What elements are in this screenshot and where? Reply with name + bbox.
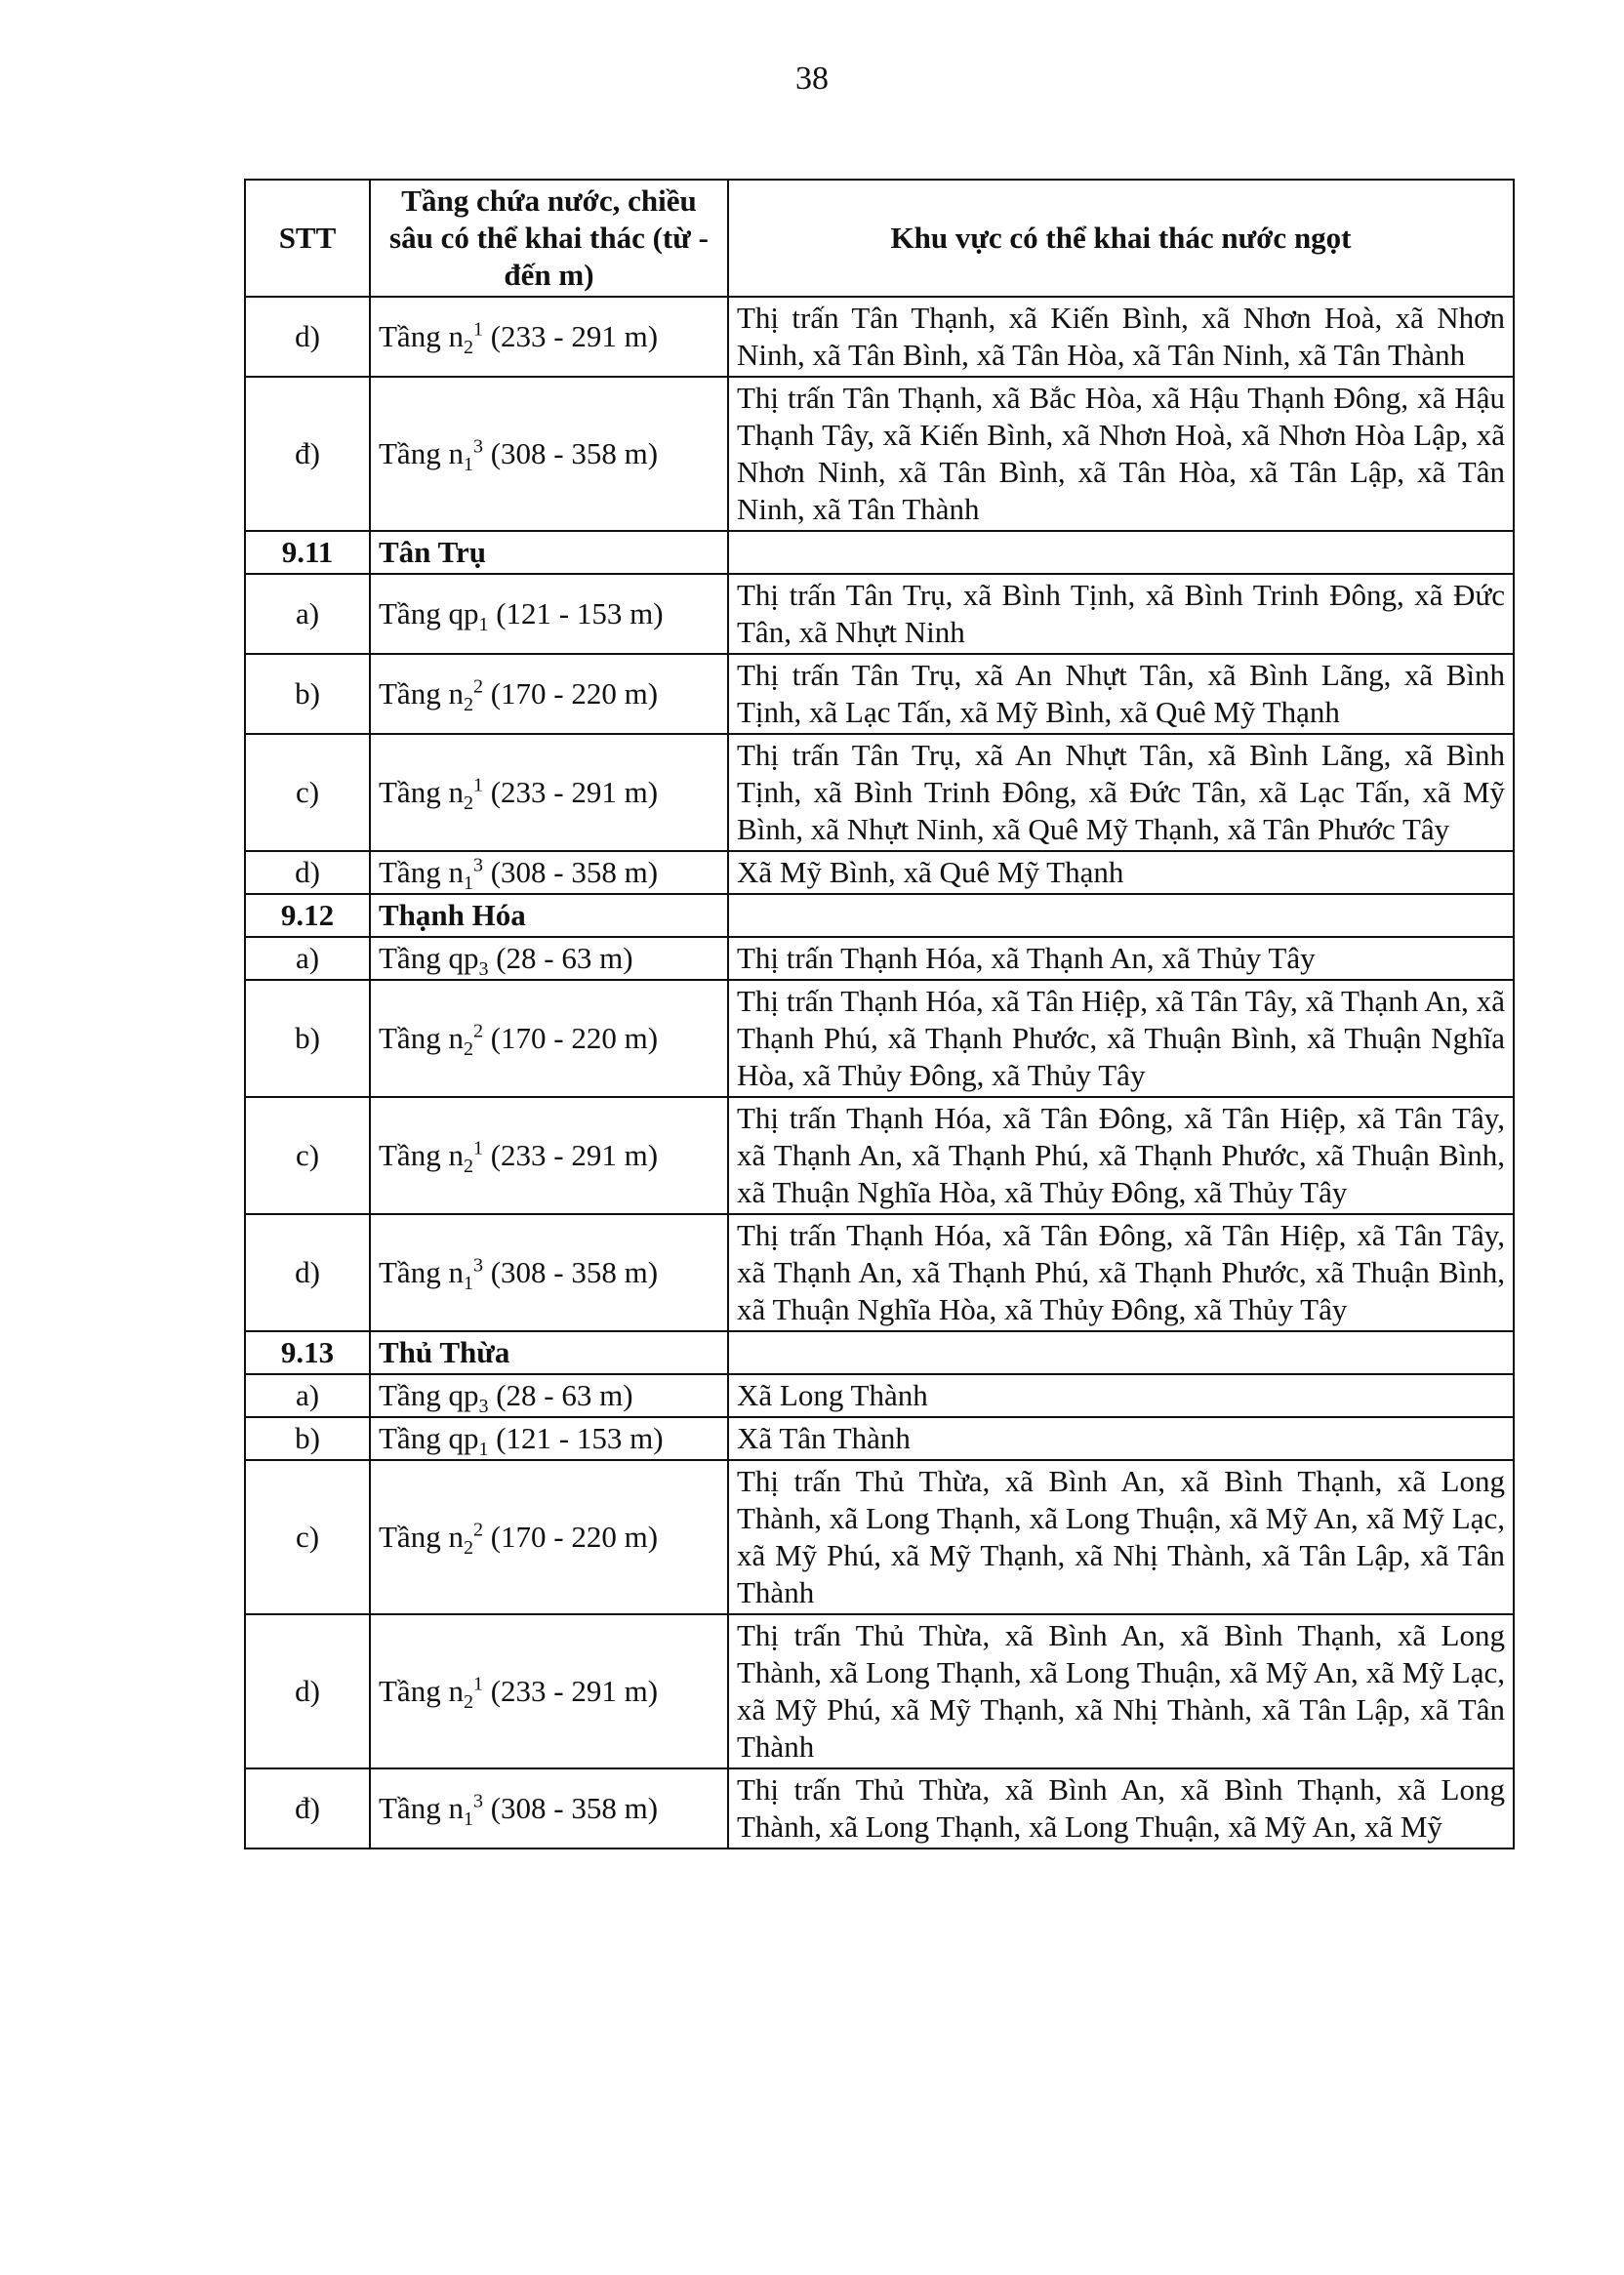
section-number: 9.13 bbox=[245, 1331, 370, 1374]
layer-name bbox=[379, 774, 659, 815]
table-row bbox=[245, 377, 1514, 531]
layer-name bbox=[379, 1673, 659, 1714]
table-row bbox=[245, 1417, 1514, 1460]
row-area: Thị trấn Thạnh Hóa, xã Thạnh An, xã Thủy Tây bbox=[728, 937, 1514, 980]
layer-base: Tầng n bbox=[379, 855, 464, 889]
row-stt: c) bbox=[245, 1097, 370, 1214]
row-stt: d) bbox=[245, 1214, 370, 1331]
layer-superscript: 1 bbox=[472, 1137, 483, 1159]
layer-subscript: 2 bbox=[463, 792, 473, 815]
layer-base: Tầng n bbox=[379, 1520, 464, 1554]
layer-depth: (28 - 63 m) bbox=[488, 1378, 633, 1412]
row-area: Thị trấn Thạnh Hóa, xã Tân Hiệp, xã Tân Tây, xã Thạnh An, xã Thạnh Phú, xã Thạnh Phước, xã Thuận Bình, xã Thuận Nghĩa Hòa, xã Thủy Đông, xã Thủy Tây bbox=[728, 980, 1514, 1097]
table-row bbox=[245, 654, 1514, 734]
layer-depth: (233 - 291 m) bbox=[482, 1138, 659, 1172]
layer-name bbox=[379, 1020, 659, 1061]
layer-name bbox=[379, 1378, 633, 1418]
row-layer bbox=[370, 574, 728, 654]
table-row bbox=[245, 1214, 1514, 1331]
section-row bbox=[245, 1331, 1514, 1374]
layer-name bbox=[379, 1519, 659, 1560]
row-stt: c) bbox=[245, 734, 370, 851]
table-row bbox=[245, 734, 1514, 851]
layer-subscript: 2 bbox=[463, 694, 473, 716]
layer-subscript: 2 bbox=[463, 337, 473, 359]
layer-subscript: 3 bbox=[478, 1396, 489, 1418]
section-district-name: Thạnh Hóa bbox=[370, 894, 728, 937]
row-area: Thị trấn Thủ Thừa, xã Bình An, xã Bình Thạnh, xã Long Thành, xã Long Thạnh, xã Long Thuận, xã Mỹ An, xã Mỹ bbox=[728, 1768, 1514, 1848]
section-empty-cell bbox=[728, 894, 1514, 937]
row-stt: đ) bbox=[245, 377, 370, 531]
layer-name bbox=[379, 435, 659, 476]
row-area: Thị trấn Thủ Thừa, xã Bình An, xã Bình Thạnh, xã Long Thành, xã Long Thạnh, xã Long Thuận, xã Mỹ An, xã Mỹ Lạc, xã Mỹ Phú, xã Mỹ Thạnh, xã Nhị Thành, xã Tân Lập, xã Tân Thành bbox=[728, 1614, 1514, 1768]
layer-base: Tầng n bbox=[379, 775, 464, 809]
row-area: Xã Tân Thành bbox=[728, 1417, 1514, 1460]
section-empty-cell bbox=[728, 531, 1514, 574]
layer-subscript: 2 bbox=[463, 1691, 473, 1714]
layer-subscript: 3 bbox=[478, 958, 489, 981]
table-row bbox=[245, 980, 1514, 1097]
section-row bbox=[245, 894, 1514, 937]
header-area: Khu vực có thể khai thác nước ngọt bbox=[728, 180, 1514, 297]
section-district-name: Tân Trụ bbox=[370, 531, 728, 574]
row-stt: a) bbox=[245, 1374, 370, 1417]
layer-depth: (170 - 220 m) bbox=[482, 1021, 659, 1055]
layer-subscript: 1 bbox=[478, 1439, 489, 1461]
row-area: Thị trấn Thạnh Hóa, xã Tân Đông, xã Tân Hiệp, xã Tân Tây, xã Thạnh An, xã Thạnh Phú, xã Thạnh Phước, xã Thuận Bình, xã Thuận Nghĩa Hòa, xã Thủy Đông, xã Thủy Tây bbox=[728, 1097, 1514, 1214]
row-stt: d) bbox=[245, 297, 370, 377]
row-stt: b) bbox=[245, 654, 370, 734]
row-stt: b) bbox=[245, 980, 370, 1097]
row-layer bbox=[370, 654, 728, 734]
layer-depth: (28 - 63 m) bbox=[488, 941, 633, 975]
layer-base: Tầng n bbox=[379, 676, 464, 711]
layer-superscript: 1 bbox=[472, 318, 483, 341]
layer-name bbox=[379, 1137, 659, 1178]
row-layer bbox=[370, 937, 728, 980]
table-row bbox=[245, 574, 1514, 654]
row-stt: d) bbox=[245, 851, 370, 894]
layer-depth: (233 - 291 m) bbox=[482, 319, 659, 353]
table-row bbox=[245, 297, 1514, 377]
row-layer bbox=[370, 297, 728, 377]
row-area: Xã Long Thành bbox=[728, 1374, 1514, 1417]
row-area: Thị trấn Tân Thạnh, xã Bắc Hòa, xã Hậu Thạnh Đông, xã Hậu Thạnh Tây, xã Kiến Bình, xã Nhơn Hoà, xã Nhơn Hòa Lập, xã Nhơn Ninh, xã Tân Bình, xã Tân Hòa, xã Tân Lập, xã Tân Ninh, xã Tân Thành bbox=[728, 377, 1514, 531]
table-row bbox=[245, 1768, 1514, 1848]
layer-subscript: 1 bbox=[478, 614, 489, 636]
table-row bbox=[245, 937, 1514, 980]
layer-superscript: 2 bbox=[472, 1519, 483, 1541]
row-layer bbox=[370, 1374, 728, 1417]
row-layer bbox=[370, 851, 728, 894]
layer-depth: (233 - 291 m) bbox=[482, 775, 659, 809]
row-area: Thị trấn Thủ Thừa, xã Bình An, xã Bình Thạnh, xã Long Thành, xã Long Thạnh, xã Long Thuận, xã Mỹ An, xã Mỹ Lạc, xã Mỹ Phú, xã Mỹ Thạnh, xã Nhị Thành, xã Tân Lập, xã Tân Thành bbox=[728, 1460, 1514, 1614]
layer-base: Tầng qp bbox=[379, 596, 479, 630]
table-header-row bbox=[245, 180, 1514, 297]
table-body bbox=[245, 297, 1514, 1848]
page-number: 38 bbox=[795, 61, 829, 97]
layer-superscript: 1 bbox=[472, 774, 483, 796]
row-layer bbox=[370, 1460, 728, 1614]
section-row bbox=[245, 531, 1514, 574]
row-stt: b) bbox=[245, 1417, 370, 1460]
layer-name bbox=[379, 941, 633, 981]
section-number: 9.12 bbox=[245, 894, 370, 937]
layer-name bbox=[379, 596, 664, 636]
layer-name bbox=[379, 675, 659, 716]
row-stt: a) bbox=[245, 574, 370, 654]
row-layer bbox=[370, 1614, 728, 1768]
layer-depth: (170 - 220 m) bbox=[482, 676, 659, 711]
table-row bbox=[245, 1374, 1514, 1417]
row-stt: d) bbox=[245, 1614, 370, 1768]
table-row bbox=[245, 851, 1514, 894]
layer-name bbox=[379, 854, 659, 895]
layer-superscript: 3 bbox=[472, 854, 483, 876]
layer-base: Tầng n bbox=[379, 1791, 464, 1825]
layer-subscript: 2 bbox=[463, 1156, 473, 1178]
row-area: Thị trấn Tân Trụ, xã An Nhựt Tân, xã Bình Lãng, xã Bình Tịnh, xã Bình Trinh Đông, xã Đức Tân, xã Lạc Tấn, xã Mỹ Bình, xã Nhựt Ninh, xã Quê Mỹ Thạnh, xã Tân Phước Tây bbox=[728, 734, 1514, 851]
row-stt: đ) bbox=[245, 1768, 370, 1848]
layer-depth: (308 - 358 m) bbox=[482, 855, 659, 889]
layer-superscript: 2 bbox=[472, 1020, 483, 1042]
layer-superscript: 2 bbox=[472, 675, 483, 698]
table-row bbox=[245, 1614, 1514, 1768]
layer-subscript: 2 bbox=[463, 1038, 473, 1061]
row-layer bbox=[370, 1417, 728, 1460]
header-stt: STT bbox=[245, 180, 370, 297]
row-stt: a) bbox=[245, 937, 370, 980]
layer-subscript: 1 bbox=[463, 454, 473, 476]
row-layer bbox=[370, 377, 728, 531]
layer-base: Tầng qp bbox=[379, 1421, 479, 1455]
row-area: Thị trấn Tân Trụ, xã An Nhựt Tân, xã Bình Lãng, xã Bình Tịnh, xã Lạc Tấn, xã Mỹ Bình, xã Quê Mỹ Thạnh bbox=[728, 654, 1514, 734]
layer-depth: (308 - 358 m) bbox=[482, 1255, 659, 1289]
row-area: Thị trấn Tân Thạnh, xã Kiến Bình, xã Nhơn Hoà, xã Nhơn Ninh, xã Tân Bình, xã Tân Hòa, xã Tân Ninh, xã Tân Thành bbox=[728, 297, 1514, 377]
header-layer: Tầng chứa nước, chiều sâu có thể khai thác (từ - đến m) bbox=[370, 180, 728, 297]
groundwater-table bbox=[244, 179, 1515, 1849]
layer-superscript: 1 bbox=[472, 1673, 483, 1695]
layer-subscript: 1 bbox=[463, 1273, 473, 1295]
row-layer bbox=[370, 980, 728, 1097]
layer-subscript: 1 bbox=[463, 1808, 473, 1831]
section-district-name: Thủ Thừa bbox=[370, 1331, 728, 1374]
layer-base: Tầng n bbox=[379, 1255, 464, 1289]
layer-name bbox=[379, 1254, 659, 1295]
row-layer bbox=[370, 1097, 728, 1214]
layer-base: Tầng n bbox=[379, 436, 464, 470]
layer-depth: (121 - 153 m) bbox=[488, 596, 664, 630]
layer-superscript: 3 bbox=[472, 1254, 483, 1277]
layer-base: Tầng qp bbox=[379, 1378, 479, 1412]
layer-superscript: 3 bbox=[472, 1790, 483, 1812]
table-row bbox=[245, 1460, 1514, 1614]
layer-base: Tầng n bbox=[379, 319, 464, 353]
row-layer bbox=[370, 1768, 728, 1848]
layer-name bbox=[379, 1421, 664, 1461]
row-area: Thị trấn Thạnh Hóa, xã Tân Đông, xã Tân Hiệp, xã Tân Tây, xã Thạnh An, xã Thạnh Phú, xã Thạnh Phước, xã Thuận Bình, xã Thuận Nghĩa Hòa, xã Thủy Đông, xã Thủy Tây bbox=[728, 1214, 1514, 1331]
row-stt: c) bbox=[245, 1460, 370, 1614]
row-area: Xã Mỹ Bình, xã Quê Mỹ Thạnh bbox=[728, 851, 1514, 894]
row-layer bbox=[370, 734, 728, 851]
layer-base: Tầng n bbox=[379, 1674, 464, 1708]
layer-base: Tầng n bbox=[379, 1138, 464, 1172]
layer-base: Tầng qp bbox=[379, 941, 479, 975]
layer-depth: (233 - 291 m) bbox=[482, 1674, 659, 1708]
section-empty-cell bbox=[728, 1331, 1514, 1374]
layer-depth: (308 - 358 m) bbox=[482, 436, 659, 470]
layer-depth: (308 - 358 m) bbox=[482, 1791, 659, 1825]
row-area: Thị trấn Tân Trụ, xã Bình Tịnh, xã Bình Trinh Đông, xã Đức Tân, xã Nhựt Ninh bbox=[728, 574, 1514, 654]
layer-depth: (170 - 220 m) bbox=[482, 1520, 659, 1554]
table-row bbox=[245, 1097, 1514, 1214]
layer-subscript: 2 bbox=[463, 1537, 473, 1560]
layer-base: Tầng n bbox=[379, 1021, 464, 1055]
section-number: 9.11 bbox=[245, 531, 370, 574]
layer-subscript: 1 bbox=[463, 873, 473, 895]
layer-depth: (121 - 153 m) bbox=[488, 1421, 664, 1455]
layer-name bbox=[379, 318, 659, 359]
layer-name bbox=[379, 1790, 659, 1831]
layer-superscript: 3 bbox=[472, 435, 483, 458]
row-layer bbox=[370, 1214, 728, 1331]
